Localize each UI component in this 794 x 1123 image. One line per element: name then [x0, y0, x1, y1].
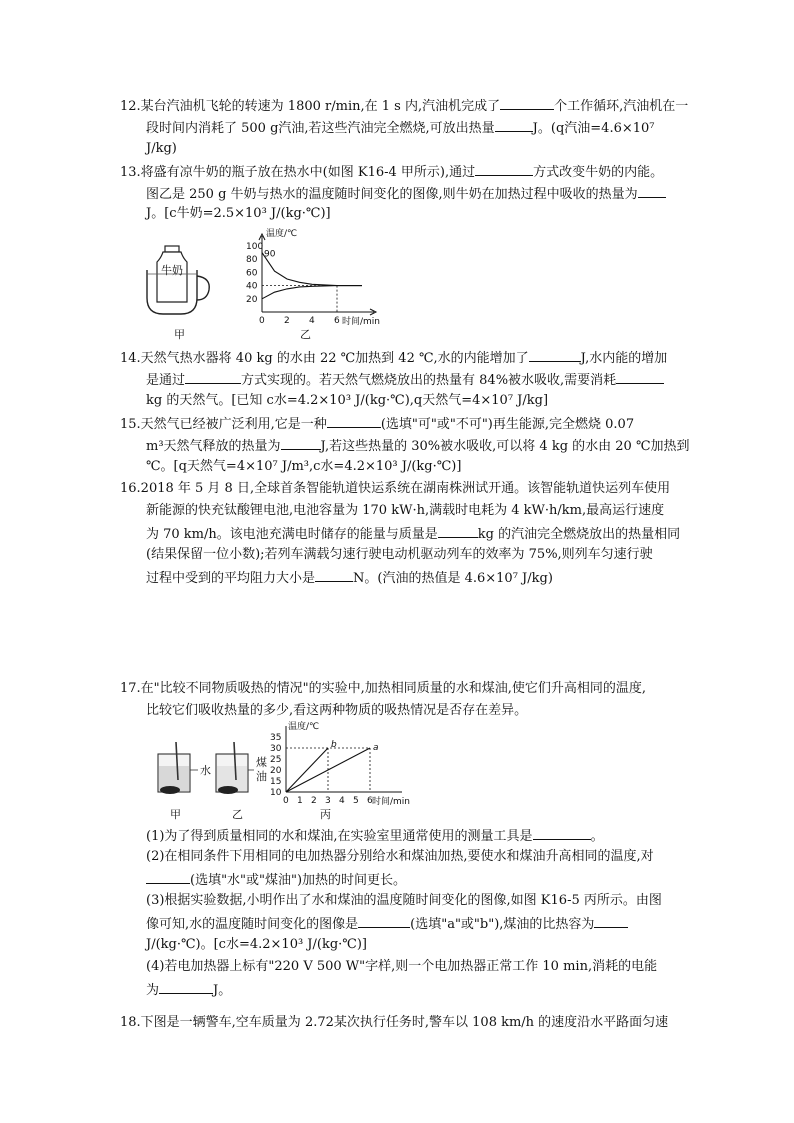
q17-text: J/(kg·℃)。[c水=4.2×10³ J/(kg·℃)]: [146, 937, 367, 952]
figure-caption-yi-2: 乙: [232, 808, 243, 821]
q17-part3-line1: [146, 892, 662, 910]
y-tick-label: 15: [270, 777, 282, 787]
y-tick-label: 20: [270, 766, 282, 776]
q12-line1: [120, 96, 688, 116]
q13-text: 图乙是 250 g 牛奶与热水的温度随时间变化的图像,则牛奶在加热过程中吸收的热量为: [146, 187, 638, 202]
q18-text: 18.下图是一辆警车,空车质量为 2.72某次执行任务时,警车以 108 km/h 的速度沿水平路面匀速: [120, 1015, 669, 1030]
figure-caption-bing: 丙: [320, 808, 331, 821]
q16-answer-blank-1[interactable]: [438, 524, 478, 538]
q14-line3: [146, 392, 548, 410]
q13-text: 方式改变牛奶的内能。: [533, 165, 664, 180]
q13-line3: [146, 205, 331, 223]
y-tick-label: 100: [246, 242, 264, 252]
q17-text: (1)为了得到质量相同的水和煤油,在实验室里通常使用的测量工具是: [146, 829, 533, 844]
q17-text: (选填"a"或"b"),煤油的比热容为: [410, 917, 595, 932]
q14-text: 是通过: [146, 373, 186, 388]
q17-text: (4)若电加热器上标有"220 V 500 W"字样,则一个电加热器正常工作 10 min,消耗的电能: [146, 959, 658, 974]
x-tick-label: 1: [297, 796, 303, 806]
y-axis-label: 温度/℃: [266, 229, 298, 239]
q17-part3-line2: [146, 914, 628, 934]
q15-answer-blank-1[interactable]: [327, 414, 381, 428]
q16-line4: [146, 546, 653, 564]
q15-text: m³天然气释放的热量为: [146, 439, 281, 454]
q12-line2: [146, 118, 655, 138]
figure-caption-jia: 甲: [174, 328, 185, 341]
q12-text: J。(q汽油=4.6×10⁷: [532, 121, 655, 136]
q12-text: 个工作循环,汽油机在一: [554, 99, 689, 114]
q16-text: 新能源的快充钛酸锂电池,电池容量为 170 kW·h,满载时电耗为 4 kW·h/km,最高运行速度: [146, 503, 665, 518]
q13-answer-blank-1[interactable]: [475, 162, 533, 176]
q13-text: J。[c牛奶=2.5×10³ J/(kg·℃)]: [146, 206, 331, 221]
q17-answer-blank-4[interactable]: [594, 914, 628, 928]
q12-line3: [146, 140, 177, 158]
x-tick-label: 0: [259, 316, 265, 326]
q13-line2: [146, 184, 666, 204]
water-label: 水: [200, 764, 211, 777]
x-tick-label: 2: [284, 316, 290, 326]
q17-part2-line1: [146, 848, 654, 866]
q17-text: 。: [590, 829, 604, 844]
beaker-heating-figure: [150, 740, 275, 800]
q17-part1: [146, 826, 604, 846]
q13-line1: [120, 162, 663, 182]
kerosene-label-1: 煤: [256, 756, 267, 769]
q14-text: J,水内能的增加: [580, 351, 668, 366]
q17-answer-blank-3[interactable]: [358, 914, 410, 928]
q16-answer-blank-2[interactable]: [315, 568, 353, 582]
q16-line2: [146, 502, 664, 520]
q16-text: 为 70 km/h。该电池充满电时储存的能量与质量是: [146, 527, 438, 542]
q17-part2-line2: [146, 870, 406, 890]
q16-text: N。(汽油的热值是 4.6×10⁷ J/kg): [353, 571, 553, 586]
q17-text: 为: [146, 983, 160, 998]
x-tick-label: 6: [367, 796, 373, 806]
x-tick-label: 5: [353, 796, 359, 806]
q14-answer-blank-1[interactable]: [529, 348, 581, 362]
y-label-90: 90: [264, 249, 276, 260]
y-tick-label: 35: [270, 733, 282, 743]
q16-text: (结果保留一位小数);若列车满载匀速行驶电动机驱动列车的效率为 75%,则列车匀速行驶: [146, 547, 653, 562]
y-axis-label: 温度/℃: [288, 722, 320, 732]
q17-part3-line3: [146, 936, 367, 954]
q15-line2: [146, 436, 690, 456]
q12-answer-blank-1[interactable]: [500, 96, 554, 110]
q14-text: 方式实现的。若天然气燃烧放出的热量有 84%被水吸收,需要消耗: [241, 373, 617, 388]
kerosene-label-2: 油: [256, 770, 267, 783]
y-tick-label: 40: [246, 281, 258, 292]
q17-line2: [146, 702, 527, 720]
q15-text: ℃。[q天然气=4×10⁷ J/m³,c水=4.2×10³ J/(kg·℃)]: [146, 459, 462, 474]
y-tick-label: 25: [270, 755, 282, 765]
q17-text: 17.在"比较不同物质吸热的情况"的实验中,加热相同质量的水和煤油,使它们升高相同的温度,: [120, 681, 647, 696]
q13-answer-blank-2[interactable]: [638, 184, 666, 198]
y-tick-label: 10: [270, 788, 282, 798]
x-axis-label: 时间/min: [372, 797, 411, 807]
milk-water-temp-graph: [246, 228, 386, 332]
q17-text: (3)根据实验数据,小明作出了水和煤油的温度随时间变化的图像,如图 K16-5 丙所示。由图: [146, 893, 662, 908]
q16-text: 16.2018 年 5 月 8 日,全球首条智能轨道快运系统在湖南株洲试开通。该智能轨道快运列车使用: [120, 481, 671, 496]
hot-water-curve: [262, 253, 362, 286]
q17-part4-line2: [146, 980, 231, 1000]
q12-answer-blank-2[interactable]: [495, 118, 533, 132]
q17-text: 像可知,水的温度随时间变化的图像是: [146, 917, 359, 932]
q12-text: 12.某台汽油机飞轮的转速为 1800 r/min,在 1 s 内,汽油机完成了: [120, 99, 501, 114]
x-tick-label: 6: [334, 316, 340, 326]
q15-text: 15.天然气已经被广泛利用,它是一种: [120, 417, 327, 432]
x-tick-label: 3: [325, 796, 331, 806]
y-tick-label: 20: [246, 294, 258, 305]
q17-answer-blank-2[interactable]: [146, 870, 190, 884]
q17-answer-blank-5[interactable]: [159, 980, 213, 994]
series-a-label: a: [373, 743, 379, 753]
milk-bottle-figure: [143, 240, 215, 320]
q17-text: (选填"水"或"煤油")加热的时间更长。: [190, 873, 407, 888]
q16-text: kg 的汽油完全燃烧放出的热量相同: [477, 527, 681, 542]
q18-line1: [120, 1014, 668, 1032]
q14-line1: [120, 348, 667, 368]
q15-text: (选填"可"或"不可")再生能源,完全燃烧 0.07: [380, 417, 635, 432]
x-axis-label: 时间/min: [342, 317, 381, 327]
q15-text: J,若这些热量的 30%被水吸收,可以将 4 kg 的水由 20 ℃加热到: [320, 439, 690, 454]
q17-text: (2)在相同条件下用相同的电加热器分别给水和煤油加热,要使水和煤油升高相同的温度,对: [146, 849, 654, 864]
q14-line2: [146, 370, 664, 390]
y-tick-label: 60: [246, 268, 258, 279]
q17-line1: [120, 680, 646, 698]
q16-line5: [146, 568, 553, 588]
q13-text: 13.将盛有凉牛奶的瓶子放在热水中(如图 K16-4 甲所示),通过: [120, 165, 476, 180]
x-tick-label: 4: [339, 796, 345, 806]
q14-text: kg 的天然气。[已知 c水=4.2×10³ J/(kg·℃),q天然气=4×10⁷ J/kg]: [146, 393, 549, 408]
water-kerosene-temp-graph: [268, 720, 418, 808]
figure-caption-jia-2: 甲: [170, 808, 181, 821]
q14-text: 14.天然气热水器将 40 kg 的水由 22 ℃加热到 42 ℃,水的内能增加了: [120, 351, 529, 366]
x-tick-label: 2: [311, 796, 317, 806]
q16-line3: [146, 524, 680, 544]
y-tick-label: 30: [270, 744, 282, 754]
q12-text: 段时间内消耗了 500 g汽油,若这些汽油完全燃烧,可放出热量: [146, 121, 495, 136]
q15-answer-blank-2[interactable]: [281, 436, 321, 450]
x-tick-label: 0: [283, 796, 289, 806]
q14-answer-blank-3[interactable]: [616, 370, 664, 384]
series-b-line: [286, 748, 328, 792]
q17-text: J。: [213, 983, 232, 998]
q17-text: 比较它们吸收热量的多少,看这两种物质的吸热情况是否存在差异。: [146, 703, 528, 718]
q16-text: 过程中受到的平均阻力大小是: [146, 571, 316, 586]
y-tick-label: 80: [246, 255, 258, 266]
q14-answer-blank-2[interactable]: [185, 370, 241, 384]
q17-answer-blank-1[interactable]: [533, 826, 591, 840]
q16-line1: [120, 480, 670, 498]
milk-curve: [262, 286, 362, 299]
milk-bottle-label: 牛奶: [161, 264, 183, 277]
q17-part4-line1: [146, 958, 657, 976]
series-b-label: b: [331, 740, 337, 750]
q12-text: J/kg): [146, 141, 177, 156]
q15-line3: [146, 458, 461, 476]
figure-caption-yi: 乙: [300, 328, 311, 341]
x-tick-label: 4: [309, 316, 315, 326]
q15-line1: [120, 414, 634, 434]
